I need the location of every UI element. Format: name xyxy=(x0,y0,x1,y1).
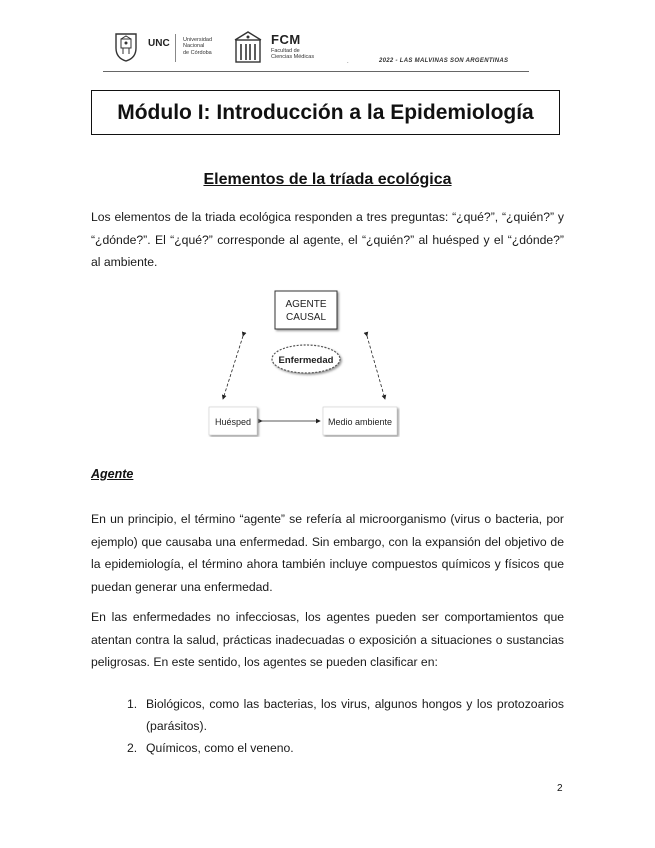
unc-crest-icon xyxy=(113,30,139,62)
intro-paragraph: Los elementos de la triada ecológica responden a tres preguntas: “¿qué?”, “¿quién?” y “¿dónde?”. El “¿qué?” corresponde al agente, el “¿quién?” al huésped y el “¿dónde?” al ambiente. xyxy=(91,210,564,269)
fcm-label: FCM xyxy=(271,32,301,47)
unc-full-name: Universidad Nacional de Córdoba xyxy=(183,37,213,56)
list-item-number: 1. xyxy=(127,697,138,711)
agent-label-line1: AGENTE xyxy=(285,299,327,310)
header-divider xyxy=(103,71,529,72)
header-separator-line xyxy=(175,34,176,62)
arrow-agent-environment xyxy=(367,336,385,399)
disease-label: Enfermedad xyxy=(278,355,334,366)
agent-paragraph-1: En un principio, el término “agente” se refería al microorganismo (virus o bacteria, por ejemplo) que causaba una enfermedad. Sin embargo, con la expansión del objetivo de la epidemiología, el término ahora también incluye compuestos químicos y físicos que puedan generar una enfermedad. xyxy=(91,512,564,594)
list-item-text: Químicos, como el veneno. xyxy=(146,741,294,755)
agent-type-list xyxy=(127,693,564,759)
page-header xyxy=(103,26,529,72)
list-item xyxy=(127,737,564,759)
agent-paragraph-2: En las enfermedades no infecciosas, los agentes pueden ser comportamientos que atentan contra la salud, prácticas inadecuadas o exposición a situaciones o sustancias peligrosas. En este sentido, los agentes se pueden clasificar en: xyxy=(91,610,564,669)
module-title-box xyxy=(91,90,560,135)
agent-heading: Agente xyxy=(91,467,134,481)
fcm-building-icon xyxy=(233,30,263,64)
header-tagline: 2022 - LAS MALVINAS SON ARGENTINAS xyxy=(379,58,509,64)
page-number: 2 xyxy=(557,783,563,794)
module-title: Módulo I: Introducción a la Epidemiología xyxy=(117,100,534,124)
agent-box xyxy=(275,291,337,329)
header-dot: . xyxy=(347,59,349,65)
list-item-number: 2. xyxy=(127,741,138,755)
triad-diagram xyxy=(205,287,400,437)
arrow-agent-host xyxy=(223,336,243,399)
unc-label: UNC xyxy=(148,38,170,49)
fcm-full-name: Facultad de Ciencias Médicas xyxy=(271,48,315,61)
host-label: Huésped xyxy=(214,417,252,427)
environment-label: Medio ambiente xyxy=(327,417,393,427)
list-item-text: Biológicos, como las bacterias, los virus, algunos hongos y los protozoarios (parásitos). xyxy=(146,697,564,733)
agent-label-line2: CAUSAL xyxy=(285,312,327,323)
list-item xyxy=(127,693,564,737)
section-title: Elementos de la tríada ecológica xyxy=(203,171,452,188)
